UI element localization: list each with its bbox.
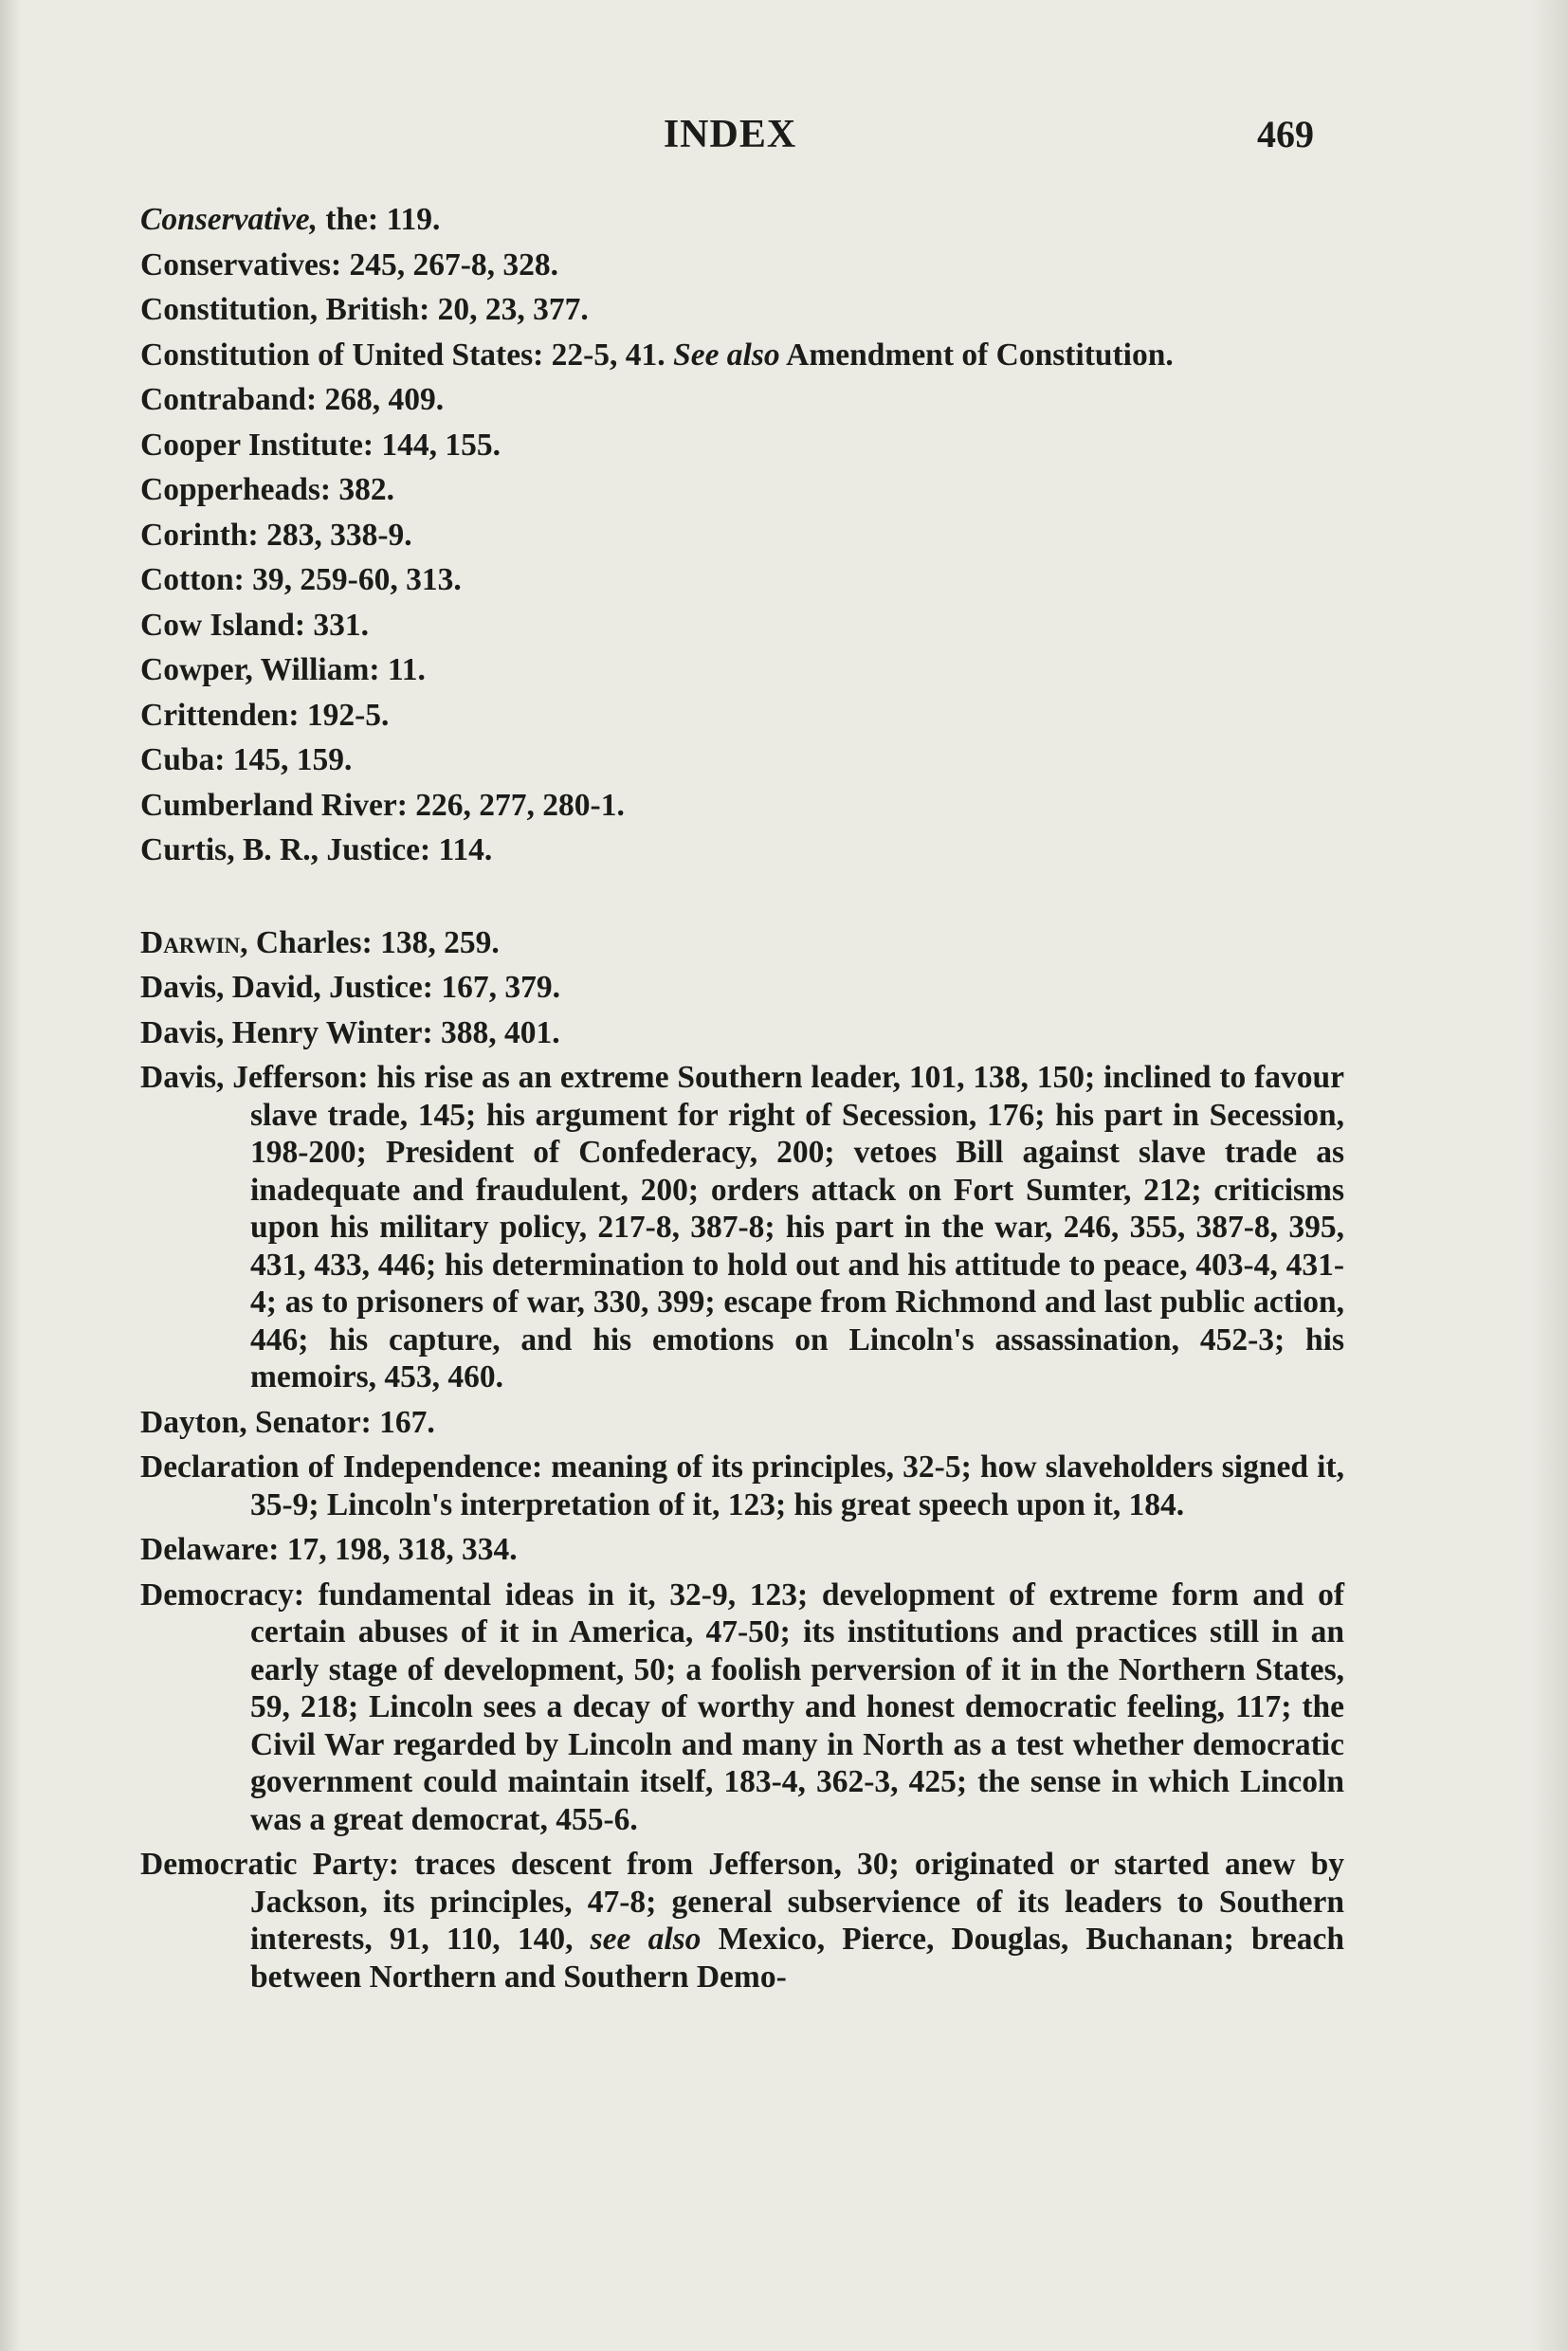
index-entry: [140, 1014, 1344, 1052]
index-entry: [140, 246, 1344, 284]
index-entry: [140, 337, 1344, 374]
entry-heading: Constitution, British: [140, 292, 420, 327]
entry-text: the: 119.: [318, 202, 441, 237]
entry-heading: Darwin: [140, 924, 241, 960]
entry-heading: Davis, Henry Winter: [140, 1014, 423, 1050]
entry-heading: Democracy: [140, 1576, 294, 1613]
page-shadow-right: [1530, 0, 1568, 2351]
entry-text: : meaning of its principles, 32-5; how slaveholders signed it, 35-9; Lincoln's interpretation of it, 123; his great speech upon it, 184.: [250, 1449, 1344, 1522]
index-entry: [140, 291, 1344, 329]
entry-text-cont: Amendment of Constitution.: [779, 337, 1174, 373]
entry-text: : 167.: [360, 1404, 435, 1440]
entry-heading: Cow Island: [140, 607, 295, 643]
entry-text: : 283, 338-9.: [247, 517, 412, 553]
entry-text: : his rise as an extreme Southern leader, 101, 138, 150; inclined to favour slave trade, 145; his argument for right of Secession, 176; his part in Secession, 198-200; President of Confederacy, 200; vetoes Bill against slave trade as inadequate and fraudulent, 200; orders attack on Fort Sumter, 212; criticisms upon his military policy, 217-8, 387-8; his part in the war, 246, 355, 387-8, 395, 431, 433, 446; his determination to hold out and his attitude to peace, 403-4, 431-4; as to prisoners of war, 330, 399; escape from Richmond and last public action, 446; his capture, and his emotions on Lincoln's assassination, 452-3; his memoirs, 453, 460.: [250, 1060, 1344, 1394]
entry-text: : 388, 401.: [422, 1014, 560, 1050]
index-entry: [140, 1404, 1344, 1442]
entry-text: : 331.: [294, 607, 370, 643]
entry-text: : 20, 23, 377.: [419, 292, 589, 327]
entry-heading: Contraband: [140, 382, 306, 417]
index-entry: [140, 1449, 1344, 1523]
index-entry: [140, 831, 1344, 869]
entry-heading: Corinth: [140, 517, 248, 553]
index-entry: [140, 517, 1344, 555]
entry-text: : 17, 198, 318, 334.: [268, 1532, 518, 1567]
index-entries: [140, 201, 1344, 2003]
index-entry: [140, 471, 1344, 509]
index-entry: [140, 924, 1344, 962]
entry-heading: Cotton: [140, 562, 234, 597]
entry-text: : 11.: [369, 652, 426, 687]
entry-text: : 226, 277, 280-1.: [396, 787, 625, 823]
index-entry: [140, 787, 1344, 825]
index-entry: [140, 1059, 1344, 1396]
index-entry: [140, 607, 1344, 645]
entry-text: : fundamental ideas in it, 32-9, 123; development of extreme form and of certain abuses of it in America, 47-50; its institutions and practices still in an early stage of development, 50; a foolish perversion of it in the Northern States, 59, 218; Lincoln sees a decay of worthy and honest democratic feeling, 117; the Civil War regarded by Lincoln and many in North as a test whether democratic government could maintain itself, 183-4, 362-3, 425; the sense in which Lincoln was a great democrat, 455-6.: [250, 1576, 1344, 1837]
entry-heading: Davis, David, Justice: [140, 970, 423, 1005]
entry-text: : 192-5.: [288, 697, 390, 733]
see-also-label: See also: [673, 337, 780, 373]
index-entry: [140, 561, 1344, 599]
entry-heading: Curtis, B. R., Justice: [140, 832, 420, 867]
entry-heading: Copperheads: [140, 472, 320, 507]
entry-heading: Constitution of United States: [140, 337, 534, 373]
entry-text: : traces descent from Jefferson, 30; originated or started anew by Jackson, its principles, 47-8; general subservience of its leaders to Southern interests, 91, 110, 140,: [250, 1847, 1344, 1957]
entry-text: : 268, 409.: [306, 382, 445, 417]
entry-text: : 382.: [319, 472, 395, 507]
entry-heading: Democratic Party: [140, 1847, 389, 1882]
running-head: [0, 112, 1568, 169]
entry-heading: Crittenden: [140, 697, 289, 733]
index-entry: [140, 697, 1344, 735]
index-entry: [140, 969, 1344, 1007]
entry-text: : 144, 155.: [362, 427, 501, 463]
index-entry: [140, 1846, 1344, 1996]
index-entry: [140, 381, 1344, 419]
entry-heading: Delaware: [140, 1532, 269, 1567]
entry-heading: Davis, Jefferson: [140, 1060, 358, 1095]
entry-text: : 245, 267-8, 328.: [330, 246, 559, 282]
index-entry: [140, 1576, 1344, 1839]
entry-text: : 114.: [419, 832, 493, 867]
entry-heading: Dayton, Senator: [140, 1404, 361, 1440]
entry-text: : 22-5, 41.: [533, 337, 674, 373]
page-shadow-left: [0, 0, 21, 2351]
index-entry: [140, 427, 1344, 465]
entry-heading: Cuba: [140, 742, 215, 777]
page-title: INDEX: [663, 113, 797, 156]
index-entry: [140, 201, 1344, 239]
index-entry: [140, 651, 1344, 689]
entry-heading: Cumberland River: [140, 787, 397, 823]
see-also-label: see also: [590, 1922, 702, 1957]
entry-text: : 39, 259-60, 313.: [233, 562, 462, 597]
entry-heading: Conservative,: [140, 202, 319, 237]
entry-text: , Charles: 138, 259.: [240, 924, 500, 960]
page-number: 469: [1257, 113, 1314, 155]
entry-heading: Declaration of Independence: [140, 1449, 532, 1485]
index-entry: [140, 1531, 1344, 1569]
entry-text: : 167, 379.: [422, 970, 560, 1005]
entry-text: : 145, 159.: [214, 742, 353, 777]
entry-heading: Conservatives: [140, 246, 331, 282]
entry-text-cont: Mexico, Pierce, Douglas, Buchanan; breach between Northern and Southern Demo-: [250, 1922, 1345, 1995]
entry-heading: Cowper, William: [140, 652, 370, 687]
entry-heading: Cooper Institute: [140, 427, 363, 463]
index-entry: [140, 741, 1344, 779]
